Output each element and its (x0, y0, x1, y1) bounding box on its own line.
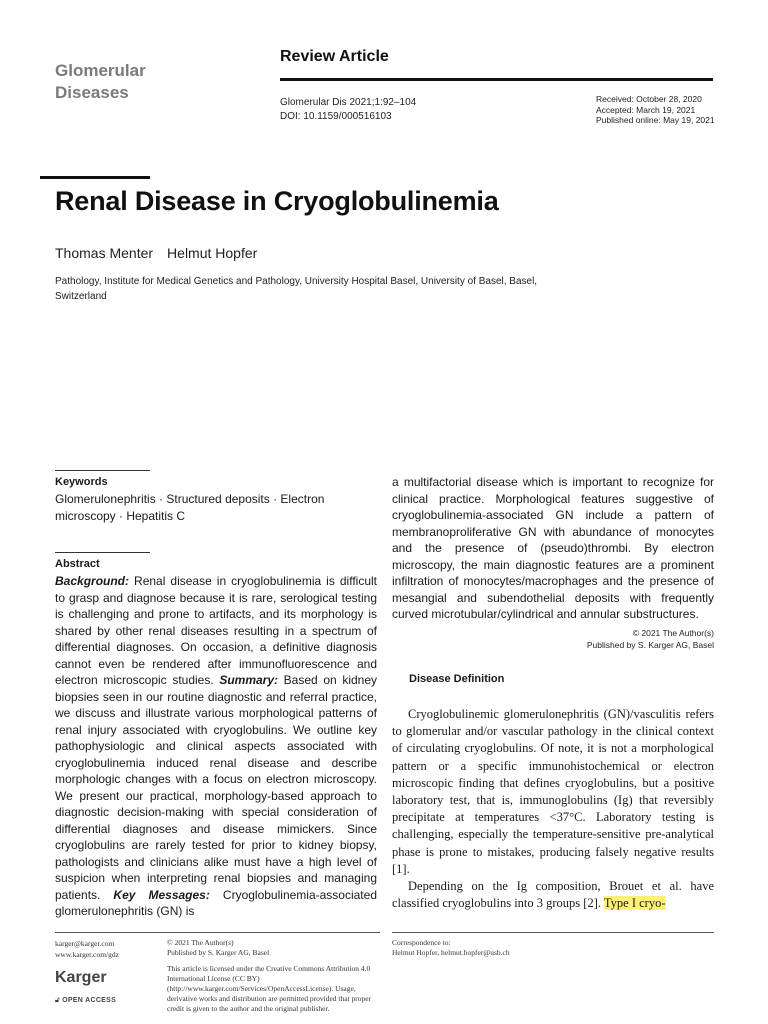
key-messages-label: Key Messages: (113, 887, 210, 902)
doi-link[interactable]: DOI: 10.1159/000516103 (280, 111, 392, 122)
footer-contact (55, 938, 119, 960)
publisher-text: Published by S. Karger AG, Basel (586, 640, 714, 650)
footer-license (167, 938, 382, 1014)
open-access-badge (55, 997, 116, 1005)
paragraph: Cryoglobulinemic glomerulonephritis (GN)/vasculitis refers to glomerular and/or vascular pathology in the clinical context of circulating cryoglobulins. Of note, it is not a morphological pattern or a specific immunohistochemical or electron microscopic finding that defines cryoglobulins, but a positive laboratory test, that is, immunoglobulins (Ig) that reversibly precipitate at temperatures <37°C. Laboratory testing is challenging, especially the temperature-sensitive pre-analytical phase is prone to mistakes, producing falsely negative results [1]. (392, 707, 714, 876)
author-name: Helmut Hopfer (167, 245, 258, 261)
license-text: This article is licensed under the Creative Commons Attribution 4.0 International License (CC BY) (http://www.karger.com/Services/OpenAccessLicense). Usage, derivative works and distribution are permitted provided that proper credit is given to the author and the original publisher. (167, 964, 372, 1013)
abstract-continuation: a multifactorial disease which is important to recognize for clinical practice. Morphological features suggestive of cryoglobulinemia-associated GN include a pattern of membranoproliferative GN with abundance of monocytes and the presence of (pseudo)thrombi. By electron microscopy, the main diagnostic features are a prominent infiltration of monocytes/macrophages and the presence of mesangial and subendothelial deposits with frequently curved microtubular/cylindrical and annular substructures. (392, 475, 714, 621)
footer-rule-left (55, 932, 380, 933)
citation: Glomerular Dis 2021;1:92–104 (280, 97, 417, 108)
authors (55, 245, 257, 261)
abstract-copyright (560, 627, 714, 651)
summary-label: Summary: (219, 673, 279, 687)
accepted-date: Accepted: March 19, 2021 (596, 104, 696, 115)
karger-logo: Karger (55, 969, 107, 986)
citation-block (280, 96, 416, 124)
web-link[interactable]: www.karger.com/gdz (55, 950, 119, 959)
journal-name-line2: Diseases (55, 83, 129, 102)
correspondence-block (392, 938, 510, 958)
email-link[interactable]: karger@karger.com (55, 939, 115, 948)
dates-block (596, 94, 715, 126)
affiliation: Pathology, Institute for Medical Genetics and Pathology, University Hospital Basel, University of Basel, Basel, Switzerland (55, 276, 538, 302)
keywords-rule (55, 470, 150, 471)
journal-name (55, 60, 146, 104)
abstract-text (55, 573, 377, 920)
background-label: Background: (55, 574, 130, 588)
key-messages-text: Cryoglobulinemia-associated glomerulonephritis (GN) is (55, 887, 377, 918)
abstract-heading: Abstract (55, 558, 100, 570)
article-type: Review Article (280, 48, 389, 65)
open-access-icon: 🔓︎ (55, 997, 60, 1004)
highlighted-text[interactable]: Type I cryo- (603, 896, 666, 911)
abstract-rule (55, 552, 150, 553)
copyright-text: © 2021 The Author(s) (632, 628, 714, 638)
open-access-label: OPEN ACCESS (62, 997, 117, 1004)
correspondence-label: Correspondence to: (392, 938, 451, 947)
published-date: Published online: May 19, 2021 (596, 115, 715, 125)
paragraph (392, 878, 714, 912)
title-rule (40, 176, 150, 179)
footer-rule-right (392, 932, 714, 933)
footer-copyright: © 2021 The Author(s) (167, 938, 234, 947)
author-name: Thomas Menter (55, 245, 154, 261)
body-text (392, 706, 714, 912)
keywords-heading: Keywords (55, 476, 108, 488)
paragraph-text: Depending on the Ig composition, Brouet et al. have classified cryoglobulins into 3 groups [2]. (392, 879, 714, 911)
journal-name-line1: Glomerular (55, 61, 146, 80)
keywords-text: Glomerulonephritis · Structured deposits · Electron microscopy · Hepatitis C (55, 492, 325, 523)
footer-publisher: Published by S. Karger AG, Basel (167, 948, 270, 957)
article-title: Renal Disease in Cryoglobulinemia (55, 186, 499, 216)
header-rule (280, 78, 713, 81)
correspondence-text: Helmut Hopfer, helmut.hopfer@usb.ch (392, 948, 510, 957)
background-text: Renal disease in cryoglobulinemia is difficult to grasp and diagnose because it is rare, serological testing is challenging and prone to artifacts, and its morphology is shared by other renal diseases resulting in a spectrum of differential diagnoses. On occasion, a definitive diagnosis cannot even be rendered after immunofluorescence and electron microscopic studies. (55, 574, 377, 687)
section-heading: Disease Definition (409, 673, 505, 685)
summary-text: Based on kidney biopsies seen in our routine diagnostic and referral practice, we discuss and illustrate various morphological patterns of renal injury associated with cryoglobulins. We outline key pathophysiologic and clinical aspects associated with cryoglobulinemia induced renal disease and describe morphologic changes with a focus on electron microscopy. We present our practical, morphology-based approach to diagnostic decision-making with special consideration of differential diagnoses and disease mimickers. Since cryoglobulins are rarely tested for prior to kidney biopsy, pathologists and clinicians alike must have a high level of suspicion when interpreting renal biopsies and managing patients. (55, 673, 378, 902)
received-date: Received: October 28, 2020 (596, 94, 702, 104)
